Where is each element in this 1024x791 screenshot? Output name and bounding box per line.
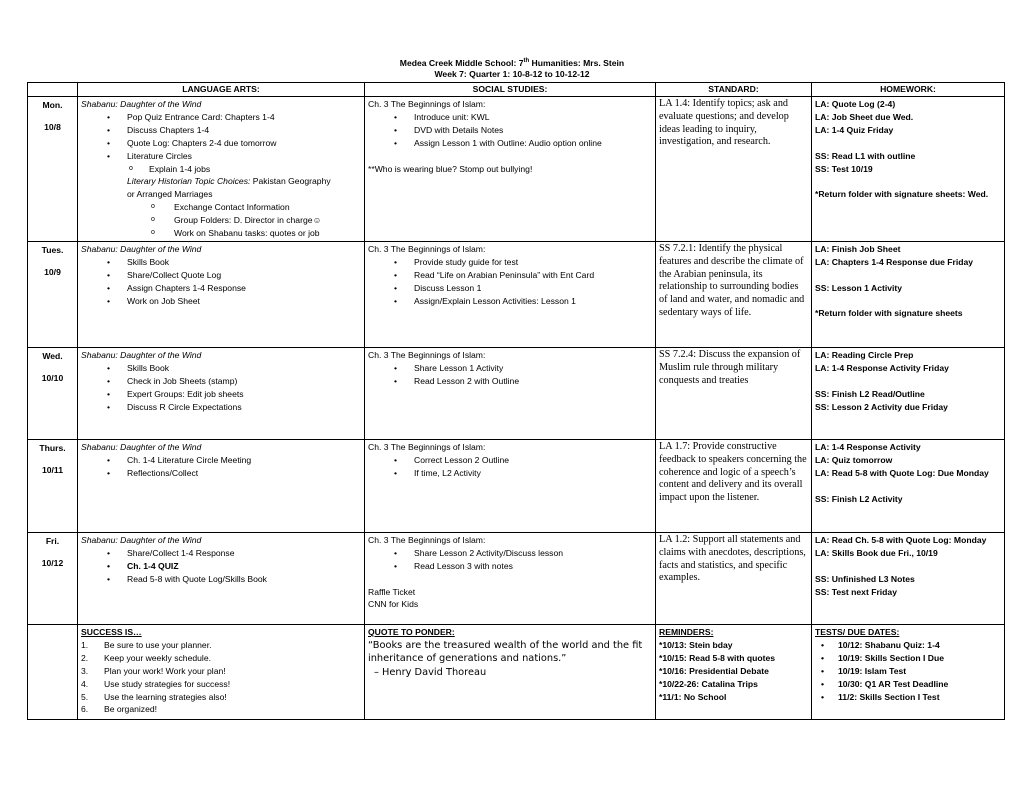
item-number: 2. (81, 652, 89, 663)
homework-cell (812, 241, 1005, 347)
ss-list (368, 454, 652, 480)
title-text: Medea Creek Middle School: 7 (399, 57, 524, 68)
ss-cell (365, 347, 656, 439)
item-number: 6. (81, 704, 89, 715)
spacer (815, 560, 1001, 573)
hw-line: SS: Finish L2 Read/Outline (815, 388, 925, 399)
title-text-end: Humanities: Mrs. Stein (529, 57, 625, 68)
spacer (815, 175, 1001, 188)
hw-line: LA: 1-4 Response Activity (815, 441, 921, 452)
la-title: Shabanu: Daughter of the Wind (81, 349, 202, 360)
ss-extra: Raffle Ticket (368, 586, 416, 597)
hw-line: LA: Read Ch. 5-8 with Quote Log: Monday (815, 534, 987, 545)
hw-line: SS: Test 10/19 (815, 163, 873, 174)
list-item: • Share/Collect 1-4 Response (81, 547, 361, 560)
reminder-line: *10/16: Presidential Debate (659, 665, 769, 676)
reminder-line: *11/1: No School (659, 691, 727, 702)
la-title: Shabanu: Daughter of the Wind (81, 534, 202, 545)
title-superscript: th (523, 58, 530, 64)
ss-title: Ch. 3 The Beginnings of Islam: (368, 441, 486, 452)
item-number: 3. (81, 665, 89, 676)
topic-continued: or Arranged Marriages (127, 189, 213, 200)
homework-cell (812, 439, 1005, 532)
list-item: • Skills Book (81, 362, 361, 375)
day-date: 10/12 (41, 557, 64, 568)
ss-note: **Who is wearing blue? Stomp out bullying! (368, 163, 533, 174)
hw-line: LA: Job Sheet due Wed. (815, 111, 914, 122)
list-item: • Share/Collect Quote Log (81, 269, 361, 282)
spacer (815, 480, 1001, 493)
hw-line: SS: Finish L2 Activity (815, 493, 903, 504)
success-list (81, 639, 361, 716)
day-cell (28, 532, 78, 624)
list-item: • Reflections/Collect (81, 467, 361, 480)
list-item: • Pop Quiz Entrance Card: Chapters 1-4 (81, 111, 361, 124)
homework-cell (812, 97, 1005, 242)
col-standard: STANDARD: (656, 83, 812, 97)
topic-label: Literary Historian Topic Choices: (127, 176, 251, 187)
standard-cell: LA 1.2: Support all statements and claims with anecdotes, descriptions, facts and statistics, and specific examples. (656, 532, 812, 624)
spacer (815, 375, 1001, 388)
col-language-arts: LANGUAGE ARTS: (78, 83, 365, 97)
list-item (81, 678, 361, 691)
list-item: • Share Lesson 1 Activity (368, 362, 652, 375)
list-item: • Read Lesson 2 with Outline (368, 375, 652, 388)
item-text: Plan your work! Work your plan! (104, 665, 226, 676)
list-item: • 10/19: Islam Test (815, 665, 1001, 678)
la-title: Shabanu: Daughter of the Wind (81, 441, 202, 452)
ss-list (368, 111, 652, 150)
list-item: • 10/12: Shabanu Quiz: 1-4 (815, 639, 1001, 652)
ss-list (368, 362, 652, 388)
list-item: • Ch. 1-4 Literature Circle Meeting (81, 454, 361, 467)
la-cell (78, 97, 365, 242)
ss-cell (365, 439, 656, 532)
hw-line: SS: Lesson 1 Activity (815, 282, 903, 293)
hw-line: LA: Reading Circle Prep (815, 349, 914, 360)
la-title: Shabanu: Daughter of the Wind (81, 99, 202, 109)
topic-line (81, 175, 361, 188)
list-item: • Share Lesson 2 Activity/Discuss lesson (368, 547, 652, 560)
row-tuesday (28, 241, 1005, 347)
list-item: • Discuss R Circle Expectations (81, 401, 361, 414)
item-text: Be sure to use your planner. (104, 639, 212, 650)
reminder-line: *10/15: Read 5-8 with quotes (659, 652, 776, 663)
spacer (815, 295, 1001, 308)
la-list (81, 547, 361, 586)
list-item: • 11/2: Skills Section I Test (815, 691, 1001, 704)
col-social-studies: SOCIAL STUDIES: (365, 83, 656, 97)
list-item: • Read Lesson 3 with notes (368, 560, 652, 573)
reminders-title: REMINDERS: (659, 626, 714, 637)
reminders-cell (656, 624, 812, 719)
list-item: • Assign Lesson 1 with Outline: Audio option online (368, 137, 652, 150)
la-title: Shabanu: Daughter of the Wind (81, 243, 202, 254)
list-item: o Exchange Contact Information (81, 201, 361, 214)
hw-line: LA: Finish Job Sheet (815, 243, 901, 254)
hw-line: SS: Read L1 with outline (815, 150, 916, 161)
day-label: Wed. (42, 350, 63, 361)
hw-line: LA: Chapters 1-4 Response due Friday (815, 256, 974, 267)
hw-line: SS: Lesson 2 Activity due Friday (815, 401, 948, 412)
la-cell (78, 532, 365, 624)
list-item: • Work on Job Sheet (81, 295, 361, 308)
item-text: Use study strategies for success! (104, 678, 231, 689)
list-item: • DVD with Details Notes (368, 124, 652, 137)
hw-line: SS: Test next Friday (815, 586, 897, 597)
ss-title: Ch. 3 The Beginnings of Islam: (368, 99, 486, 109)
list-item: • Introduce unit: KWL (368, 111, 652, 124)
list-item: o Group Folders: D. Director in charge☺ (81, 214, 361, 227)
hw-line: LA: Quote Log (2-4) (815, 99, 896, 109)
item-number: 1. (81, 639, 89, 650)
day-date: 10/9 (44, 266, 61, 277)
list-item (81, 652, 361, 665)
spacer (815, 269, 1001, 282)
weekly-schedule-table (27, 82, 1005, 720)
row-wednesday (28, 347, 1005, 439)
day-cell (28, 241, 78, 347)
list-item (81, 665, 361, 678)
ss-list (368, 547, 652, 573)
quote-text: “Books are the treasured wealth of the world and the fit inheritance of generations and nations.” (368, 639, 643, 665)
hw-line: LA: Skills Book due Fri., 10/19 (815, 547, 938, 558)
list-item: • Expert Groups: Edit job sheets (81, 388, 361, 401)
la-list (81, 454, 361, 480)
standard-cell: SS 7.2.1: Identify the physical features and describe the climate of the Arabian peninsula, its relationship to surrounding bodies of land and water, and nomadic and sedentary ways of life. (656, 241, 812, 347)
ss-cell (365, 241, 656, 347)
ss-cell (365, 532, 656, 624)
ss-title: Ch. 3 The Beginnings of Islam: (368, 243, 486, 254)
homework-cell (812, 347, 1005, 439)
list-item: • Assign/Explain Lesson Activities: Lesson 1 (368, 295, 652, 308)
list-item (81, 691, 361, 704)
list-item: o Work on Shabanu tasks: quotes or job (81, 227, 361, 240)
col-homework: HOMEWORK: (812, 83, 1005, 97)
topic-value: Pakistan Geography (250, 176, 331, 187)
hw-line: *Return folder with signature sheets (815, 308, 963, 319)
list-item: o Explain 1-4 jobs (81, 163, 361, 176)
standard-cell: SS 7.2.4: Discuss the expansion of Muslim rule through military conquests and treaties (656, 347, 812, 439)
list-item (81, 639, 361, 652)
standard-cell: LA 1.7: Provide constructive feedback to speakers concerning the coherence and logic of a speech’s content and delivery and its overall impact upon the listener. (656, 439, 812, 532)
tests-list (815, 639, 1001, 704)
la-list (81, 362, 361, 414)
tests-cell (812, 624, 1005, 719)
day-cell (28, 347, 78, 439)
list-item: • 10/19: Skills Section I Due (815, 652, 1001, 665)
ss-extra: CNN for Kids (368, 599, 419, 610)
ss-title: Ch. 3 The Beginnings of Islam: (368, 349, 486, 360)
la-cell (78, 347, 365, 439)
homework-cell (812, 532, 1005, 624)
hw-line: LA: 1-4 Response Activity Friday (815, 362, 949, 373)
day-date: 10/11 (41, 464, 64, 475)
item-text: Be organized! (104, 704, 158, 715)
list-item: • Provide study guide for test (368, 256, 652, 269)
list-item: • Assign Chapters 1-4 Response (81, 282, 361, 295)
list-item: • Discuss Lesson 1 (368, 282, 652, 295)
ss-title: Ch. 3 The Beginnings of Islam: (368, 534, 486, 545)
row-thursday (28, 439, 1005, 532)
success-cell (78, 624, 365, 719)
page-title (0, 56, 1024, 69)
hw-line: *Return folder with signature sheets: Wed. (815, 189, 989, 200)
ss-list (368, 256, 652, 308)
list-item: • Skills Book (81, 256, 361, 269)
item-number: 4. (81, 678, 89, 689)
list-item: • If time, L2 Activity (368, 467, 652, 480)
list-item: • Literature Circles (81, 150, 361, 163)
list-item: • Quote Log: Chapters 2-4 due tomorrow (81, 137, 361, 150)
quote-cell (365, 624, 656, 719)
la-list (81, 111, 361, 163)
list-item: • Ch. 1-4 QUIZ (81, 560, 361, 573)
hw-line: LA: 1-4 Quiz Friday (815, 124, 894, 135)
list-item (81, 703, 361, 716)
row-footer (28, 624, 1005, 719)
day-cell (28, 97, 78, 242)
la-list (81, 256, 361, 308)
empty-cell (28, 624, 78, 719)
reminder-line: *10/22-26: Catalina Trips (659, 678, 758, 689)
day-label: Fri. (45, 535, 60, 546)
la-cell (78, 439, 365, 532)
corner-cell (28, 83, 78, 97)
day-label: Tues. (41, 244, 64, 255)
header-row (28, 83, 1005, 97)
list-item: • Read 5-8 with Quote Log/Skills Book (81, 573, 361, 586)
spacer (368, 573, 652, 586)
list-item: • Check in Job Sheets (stamp) (81, 375, 361, 388)
item-text: Keep your weekly schedule. (104, 652, 212, 663)
row-monday (28, 97, 1005, 242)
success-title: SUCCESS IS… (81, 626, 142, 637)
la-sublist (81, 163, 361, 176)
quote-author: – Henry David Thoreau (374, 666, 487, 678)
day-date: 10/8 (44, 121, 61, 132)
day-cell (28, 439, 78, 532)
day-label: Mon. (42, 100, 63, 110)
ss-cell (365, 97, 656, 242)
list-item: • Read “Life on Arabian Peninsula” with Ent Card (368, 269, 652, 282)
quote-title: QUOTE TO PONDER: (368, 626, 455, 637)
list-item: • Discuss Chapters 1-4 (81, 124, 361, 137)
hw-line: SS: Unfinished L3 Notes (815, 573, 915, 584)
hw-line: LA: Read 5-8 with Quote Log: Due Monday (815, 467, 989, 478)
spacer (815, 137, 1001, 150)
tests-title: TESTS/ DUE DATES: (815, 626, 900, 637)
spacer (368, 150, 652, 163)
standard-cell: LA 1.4: Identify topics; ask and evaluate questions; and develop ideas leading to inquiry, investigation, and research. (656, 97, 812, 242)
list-item: • Correct Lesson 2 Outline (368, 454, 652, 467)
la-sublist-2 (81, 201, 361, 240)
item-text: Use the learning strategies also! (104, 691, 227, 702)
la-cell (78, 241, 365, 347)
day-label: Thurs. (39, 442, 66, 453)
list-item: • 10/30: Q1 AR Test Deadline (815, 678, 1001, 691)
item-number: 5. (81, 691, 89, 702)
row-friday (28, 532, 1005, 624)
week-subtitle: Week 7: Quarter 1: 10-8-12 to 10-12-12 (434, 69, 590, 79)
hw-line: LA: Quiz tomorrow (815, 454, 893, 465)
reminder-line: *10/13: Stein bday (659, 639, 733, 650)
day-date: 10/10 (41, 372, 64, 383)
